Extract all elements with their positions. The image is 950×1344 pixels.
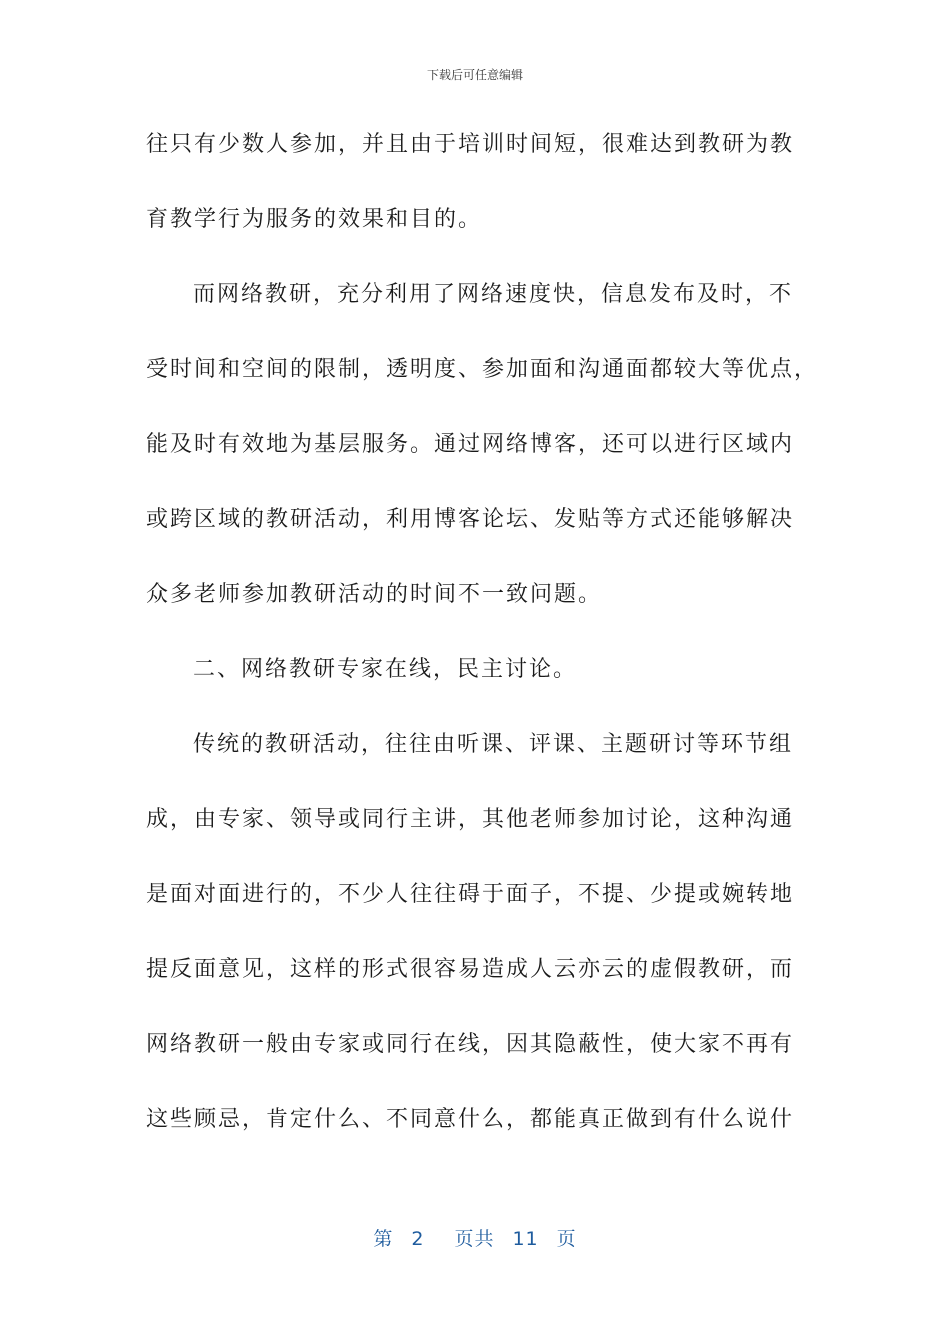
text-line: 成，由专家、领导或同行主讲，其他老师参加讨论，这种沟通 [146,807,795,832]
text-line: 众多老师参加教研活动的时间不一致问题。 [146,582,603,607]
text-line: 网络教研一般由专家或同行在线，因其隐蔽性，使大家不再有 [146,1032,795,1057]
text-line: 能及时有效地为基层服务。通过网络博客，还可以进行区域内 [146,432,795,457]
text-line: 这些顾忌，肯定什么、不同意什么，都能真正做到有什么说什 [146,1107,795,1132]
total-page-number: 11 [512,1228,539,1250]
page-footer [0,1224,950,1251]
footer-prefix: 第 [373,1228,394,1250]
text-line: 受时间和空间的限制，透明度、参加面和沟通面都较大等优点， [146,357,819,382]
text-line: 传统的教研活动，往往由听课、评课、主题研讨等环节组 [193,732,794,757]
document-body [146,118,819,1168]
text-line: 提反面意见，这样的形式很容易造成人云亦云的虚假教研，而 [146,957,795,982]
text-line: 是面对面进行的，不少人往往碍于面子，不提、少提或婉转地 [146,882,795,907]
page-header: 下载后可任意编辑 [426,68,523,82]
section-heading: 二、网络教研专家在线，民主讨论。 [193,657,578,682]
text-line: 育教学行为服务的效果和目的。 [146,207,483,232]
text-line: 而网络教研，充分利用了网络速度快，信息发布及时，不 [193,282,794,307]
text-line: 往只有少数人参加，并且由于培训时间短，很难达到教研为教 [146,132,795,157]
text-line: 或跨区域的教研活动，利用博客论坛、发贴等方式还能够解决 [146,507,795,532]
current-page-number: 2 [411,1228,425,1250]
footer-suffix: 页 [556,1228,577,1250]
footer-middle: 页共 [454,1228,495,1250]
